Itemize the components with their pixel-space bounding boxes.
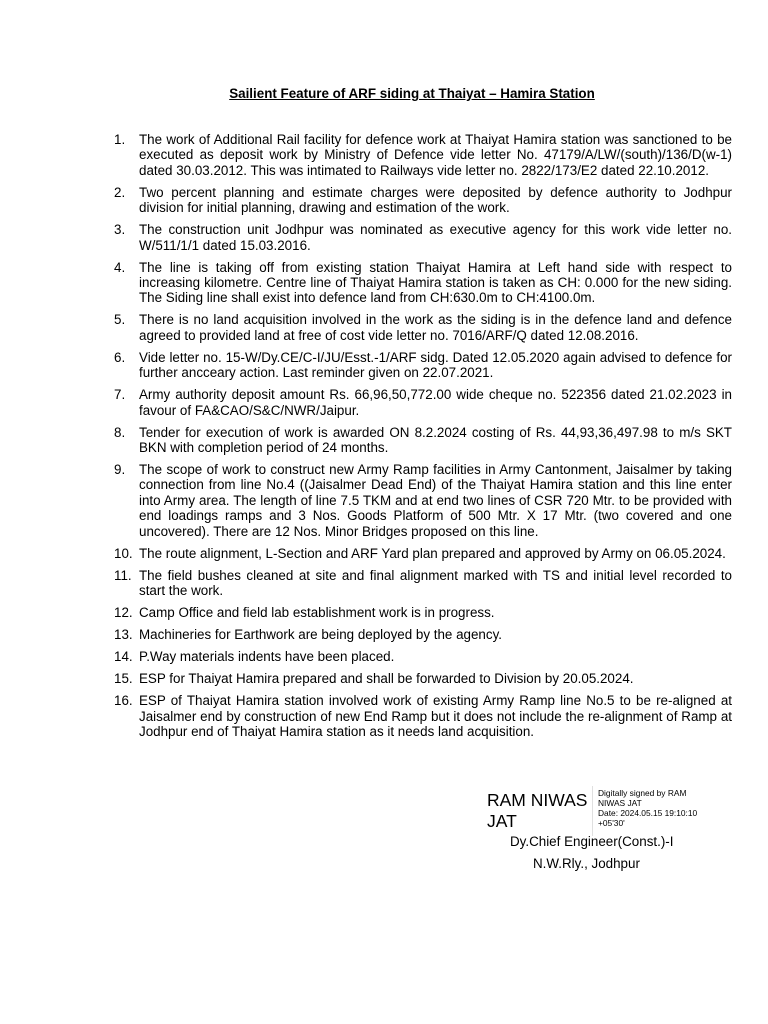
- signer-organization: N.W.Rly., Jodhpur: [533, 856, 640, 871]
- signature-detail-line: Date: 2024.05.15 19:10:10: [598, 808, 698, 818]
- item-text: The route alignment, L-Section and ARF Yard plan prepared and approved by Army on 06.05.2024.: [139, 545, 726, 561]
- item-number: 4.: [114, 259, 126, 275]
- signature-detail-line: Digitally signed by RAM: [598, 788, 687, 798]
- item-text: Camp Office and field lab establishment work is in progress.: [139, 605, 495, 621]
- item-number: 6.: [114, 349, 126, 365]
- item-number: 13.: [114, 627, 133, 643]
- item-number: 7.: [114, 387, 126, 403]
- item-text: The scope of work to construct new Army Ramp facilities in Army Cantonment, Jaisalmer by taking connection from line No.4 ((Jaisalmer Dead End) of the Thaiyat Hamira station and this line enter into Army area. The length of line 7.5 TKM and at end two lines of CSR 720 Mtr. to be provided with end loadings ramps and 3 Nos. Goods Platform of 500 Mtr. X 17 Mtr. (two covered and one uncovered). There are 12 Nos. Minor Bridges proposed on this line.: [139, 462, 732, 539]
- item-number: 5.: [114, 312, 126, 328]
- item-text: The line is taking off from existing station Thaiyat Hamira at Left hand side with respect to increasing kilometre. Centre line of Thaiyat Hamira station is taken as CH: 0.000 for the new siding. The Siding line shall exist into defence land from CH:630.0m to CH:4100.0m.: [139, 259, 732, 306]
- item-text: Vide letter no. 15-W/Dy.CE/C-I/JU/Esst.-1/ARF sidg. Dated 12.05.2020 again advised to defence for further ancceary action. Last reminder given on 22.07.2021.: [139, 349, 732, 381]
- item-number: 1.: [114, 132, 126, 147]
- item-number: 2.: [114, 184, 126, 200]
- document-title: Sailient Feature of ARF siding at Thaiyat – Hamira Station: [229, 86, 595, 101]
- item-number: 11.: [114, 567, 132, 583]
- list-item: [114, 312, 732, 343]
- item-number: 8.: [114, 424, 126, 440]
- signature-detail-line: +05'30': [598, 818, 625, 828]
- item-text: Tender for execution of work is awarded ON 8.2.2024 costing of Rs. 44,93,36,497.98 to m/s SKT BKN with completion period of 24 months.: [139, 424, 732, 456]
- list-item: [114, 671, 732, 686]
- list-item: [114, 132, 732, 178]
- digital-signature-details: [598, 788, 738, 828]
- feature-list: [114, 132, 732, 746]
- signature-divider: [592, 786, 593, 836]
- list-item: [114, 568, 732, 599]
- item-text: ESP of Thaiyat Hamira station involved work of existing Army Ramp line No.5 to be re-aligned at Jaisalmer end by construction of new End Ramp but it does not include the re-alignment of Ramp at Jodhpur end of Thaiyat Hamira station as it needs land acquisition.: [139, 693, 732, 739]
- list-item: [114, 546, 732, 561]
- signer-name-line: RAM NIWAS: [487, 790, 588, 810]
- list-item: [114, 260, 732, 306]
- list-item: [114, 387, 732, 418]
- item-number: 16.: [114, 693, 133, 709]
- signer-designation: Dy.Chief Engineer(Const.)-I: [510, 834, 674, 849]
- signer-name-line: JAT: [487, 811, 517, 831]
- list-item: [114, 627, 732, 642]
- list-item: [114, 425, 732, 456]
- item-number: 9.: [114, 462, 126, 478]
- item-number: 15.: [114, 671, 133, 687]
- item-text: There is no land acquisition involved in the work as the siding is in the defence land and defence agreed to provided land at free of cost vide letter no. 7016/ARF/Q dated 12.08.2016.: [139, 312, 732, 343]
- list-item: [114, 693, 732, 739]
- item-number: 10.: [114, 545, 133, 561]
- signature-detail-line: NIWAS JAT: [598, 798, 642, 808]
- item-text: ESP for Thaiyat Hamira prepared and shall be forwarded to Division by 20.05.2024.: [139, 671, 634, 687]
- item-number: 14.: [114, 649, 133, 665]
- list-item: [114, 185, 732, 216]
- item-text: Army authority deposit amount Rs. 66,96,50,772.00 wide cheque no. 522356 dated 21.02.2023 in favour of FA&CAO/S&C/NWR/Jaipur.: [139, 387, 732, 418]
- list-item: [114, 222, 732, 253]
- item-text: Machineries for Earthwork are being deployed by the agency.: [139, 627, 502, 643]
- item-text: The construction unit Jodhpur was nominated as executive agency for this work vide letter no. W/511/1/1 dated 15.03.2016.: [139, 222, 732, 253]
- list-item: [114, 350, 732, 381]
- signer-name: [487, 790, 595, 832]
- item-number: 12.: [114, 605, 133, 621]
- item-text: Two percent planning and estimate charges were deposited by defence authority to Jodhpur division for initial planning, drawing and estimation of the work.: [139, 184, 732, 216]
- item-text: The field bushes cleaned at site and final alignment marked with TS and initial level recorded to start the work.: [139, 567, 732, 599]
- item-number: 3.: [114, 222, 126, 238]
- list-item: [114, 462, 732, 539]
- item-text: P.Way materials indents have been placed.: [139, 649, 395, 665]
- list-item: [114, 605, 732, 620]
- list-item: [114, 649, 732, 664]
- item-text: The work of Additional Rail facility for defence work at Thaiyat Hamira station was sanctioned to be executed as deposit work by Ministry of Defence vide letter No. 47179/A/LW/(south)/136/D(w-1) dated 30.03.2012. This was intimated to Railways vide letter no. 2822/173/E2 dated 22.10.2012.: [139, 132, 732, 178]
